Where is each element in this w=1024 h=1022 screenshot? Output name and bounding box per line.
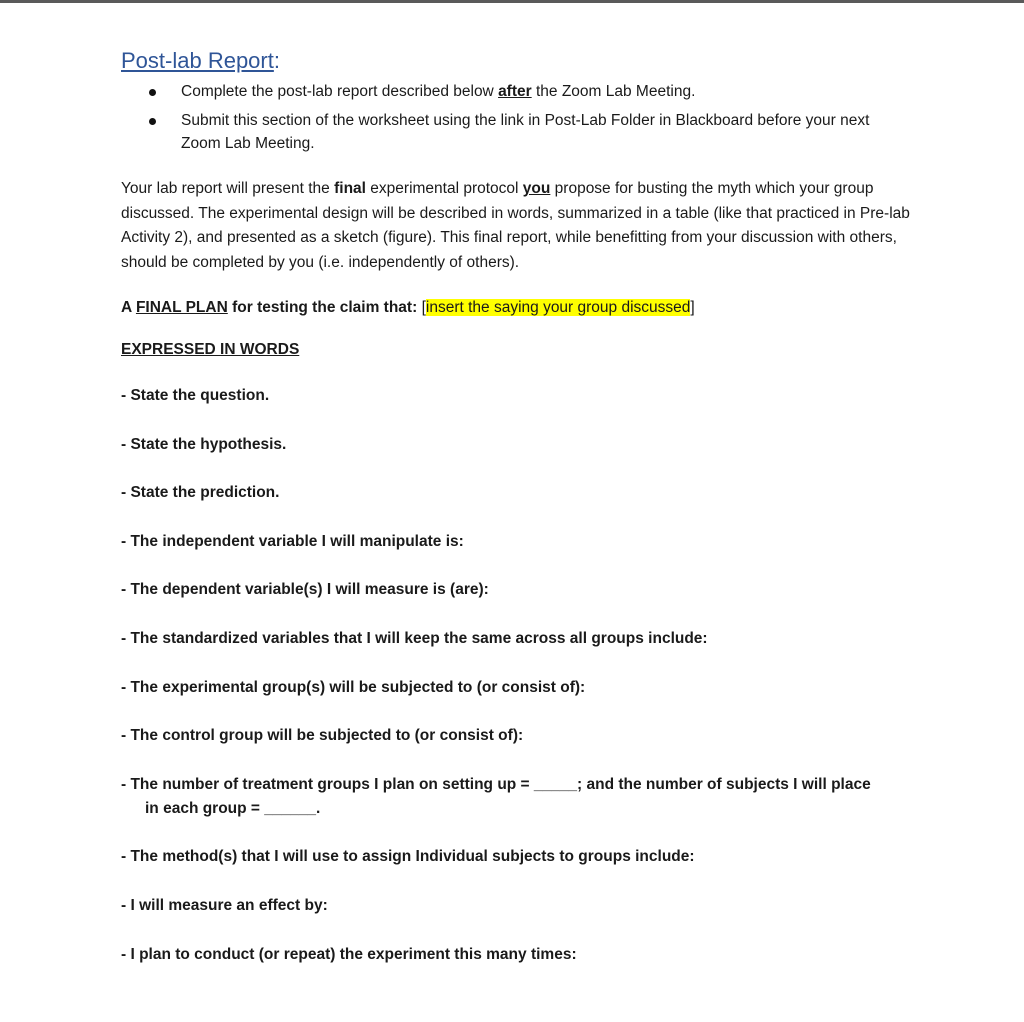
prompt-dependent-variable: - The dependent variable(s) I will measure is (are):: [121, 581, 489, 599]
instructions-list: [121, 80, 921, 155]
emphasis-final: final: [334, 180, 366, 197]
claim-line: A FINAL PLAN for testing the claim that: [insert the saying your group discussed]: [121, 299, 695, 316]
title-colon: :: [273, 48, 280, 73]
title-text: Post-lab Report: [121, 48, 274, 73]
prompt-prediction: - State the prediction.: [121, 484, 280, 502]
prompt-treatment-groups: - The number of treatment groups I plan on setting up = _____; and the number of subjects I will place in each group = ______.: [121, 775, 871, 817]
bullet-dot-icon: [149, 89, 156, 96]
prompt-hypothesis: - State the hypothesis.: [121, 435, 287, 453]
prompt-standardized-variables: - The standardized variables that I will keep the same across all groups include:: [121, 629, 708, 647]
prompt-measure-effect: - I will measure an effect by:: [121, 896, 328, 914]
highlighted-placeholder: insert the saying your group discussed: [425, 299, 691, 316]
final-plan-label: FINAL PLAN: [135, 299, 228, 316]
prompt-assignment-method: - The method(s) that I will use to assign Individual subjects to groups include:: [121, 848, 695, 866]
prompt-independent-variable: - The independent variable I will manipulate is:: [121, 532, 464, 550]
prompt-experimental-group: - The experimental group(s) will be subjected to (or consist of):: [121, 678, 586, 696]
emphasis-after: after: [498, 83, 532, 100]
list-item: Complete the post-lab report described below after the Zoom Lab Meeting.: [121, 80, 901, 103]
list-item: Submit this section of the worksheet using the link in Post-Lab Folder in Blackboard before your next Zoom Lab Meeting.: [121, 109, 901, 155]
page-title: [121, 48, 921, 74]
section-heading: EXPRESSED IN WORDS: [121, 341, 300, 358]
document-page: [121, 48, 921, 991]
prompt-control-group: - The control group will be subjected to (or consist of):: [121, 727, 524, 745]
prompt-repeat-count: - I plan to conduct (or repeat) the experiment this many times:: [121, 945, 577, 963]
prompt-question: - State the question.: [121, 387, 270, 404]
intro-paragraph: Your lab report will present the final experimental protocol you propose for busting the myth which your group discussed. The experimental design will be described in words, summarized in a table (like that practiced in Pre-lab Activity 2), and presented as a sketch (figure). This final report, while benefitting from your discussion with others, should be completed by you (i.e. independently of others).: [121, 180, 910, 271]
top-border: [0, 0, 1024, 3]
bullet-dot-icon: [149, 118, 156, 125]
emphasis-you: you: [522, 180, 551, 197]
